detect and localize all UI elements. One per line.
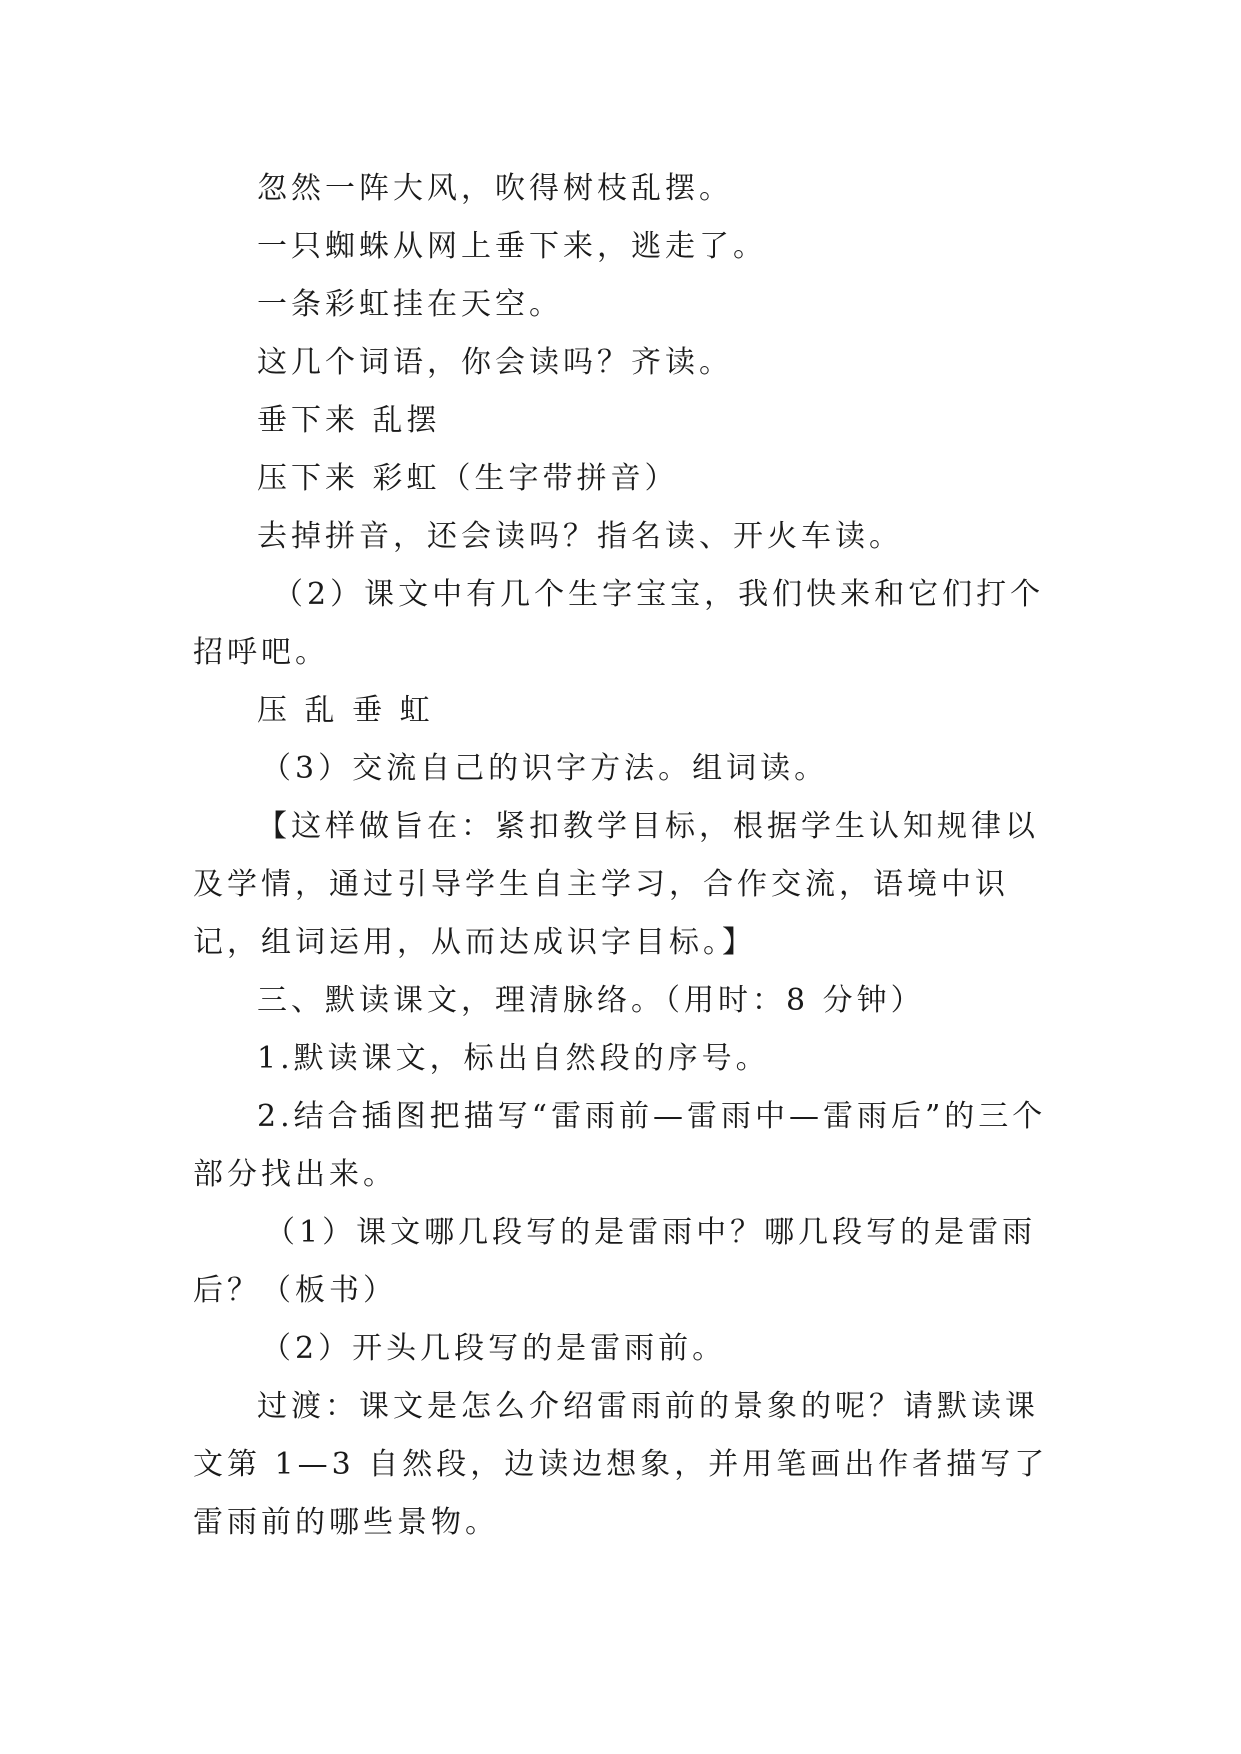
paragraph-word-group-1: 垂下来 乱摆 — [257, 403, 441, 438]
paragraph-step-1: 1.默读课文，标出自然段的序号。 — [257, 1041, 770, 1076]
section-heading-three: 三、默读课文，理清脉络。（用时：8 分钟） — [257, 983, 925, 1018]
paragraph-read-words: 这几个词语，你会读吗？齐读。 — [257, 345, 733, 380]
paragraph-design-note: 【这样做旨在：紧扣教学目标，根据学生认知规律以及学情，通过引导学生自主学习，合作交流，语境中识记，组词运用，从而达成识字目标。】 — [193, 809, 1039, 960]
paragraph-exchange-methods: （3）交流自己的识字方法。组词读。 — [261, 751, 829, 786]
paragraph-spider: 一只蜘蛛从网上垂下来，逃走了。 — [257, 229, 767, 264]
paragraph-wind: 忽然一阵大风，吹得树枝乱摆。 — [257, 171, 733, 206]
paragraph-remove-pinyin: 去掉拼音，还会读吗？指名读、开火车读。 — [257, 519, 903, 554]
paragraph-word-group-2: 压下来 彩虹（生字带拼音） — [257, 461, 679, 496]
paragraph-question-1: （1）课文哪几段写的是雷雨中？哪几段写的是雷雨后？（板书） — [193, 1215, 1037, 1308]
paragraph-characters-list: 压 乱 垂 虹 — [257, 693, 434, 728]
paragraph-step-2: 2.结合插图把描写“雷雨前—雷雨中—雷雨后”的三个部分找出来。 — [193, 1099, 1047, 1192]
paragraph-transition: 过渡：课文是怎么介绍雷雨前的景象的呢？请默读课文第 1—3 自然段，边读边想象，并用笔画出作者描写了雷雨前的哪些景物。 — [193, 1389, 1049, 1540]
paragraph-new-characters: （2）课文中有几个生字宝宝，我们快来和它们打个招呼吧。 — [193, 577, 1045, 670]
paragraph-question-2: （2）开头几段写的是雷雨前。 — [261, 1331, 727, 1366]
document-body — [193, 160, 1053, 1552]
paragraph-rainbow: 一条彩虹挂在天空。 — [257, 287, 563, 322]
